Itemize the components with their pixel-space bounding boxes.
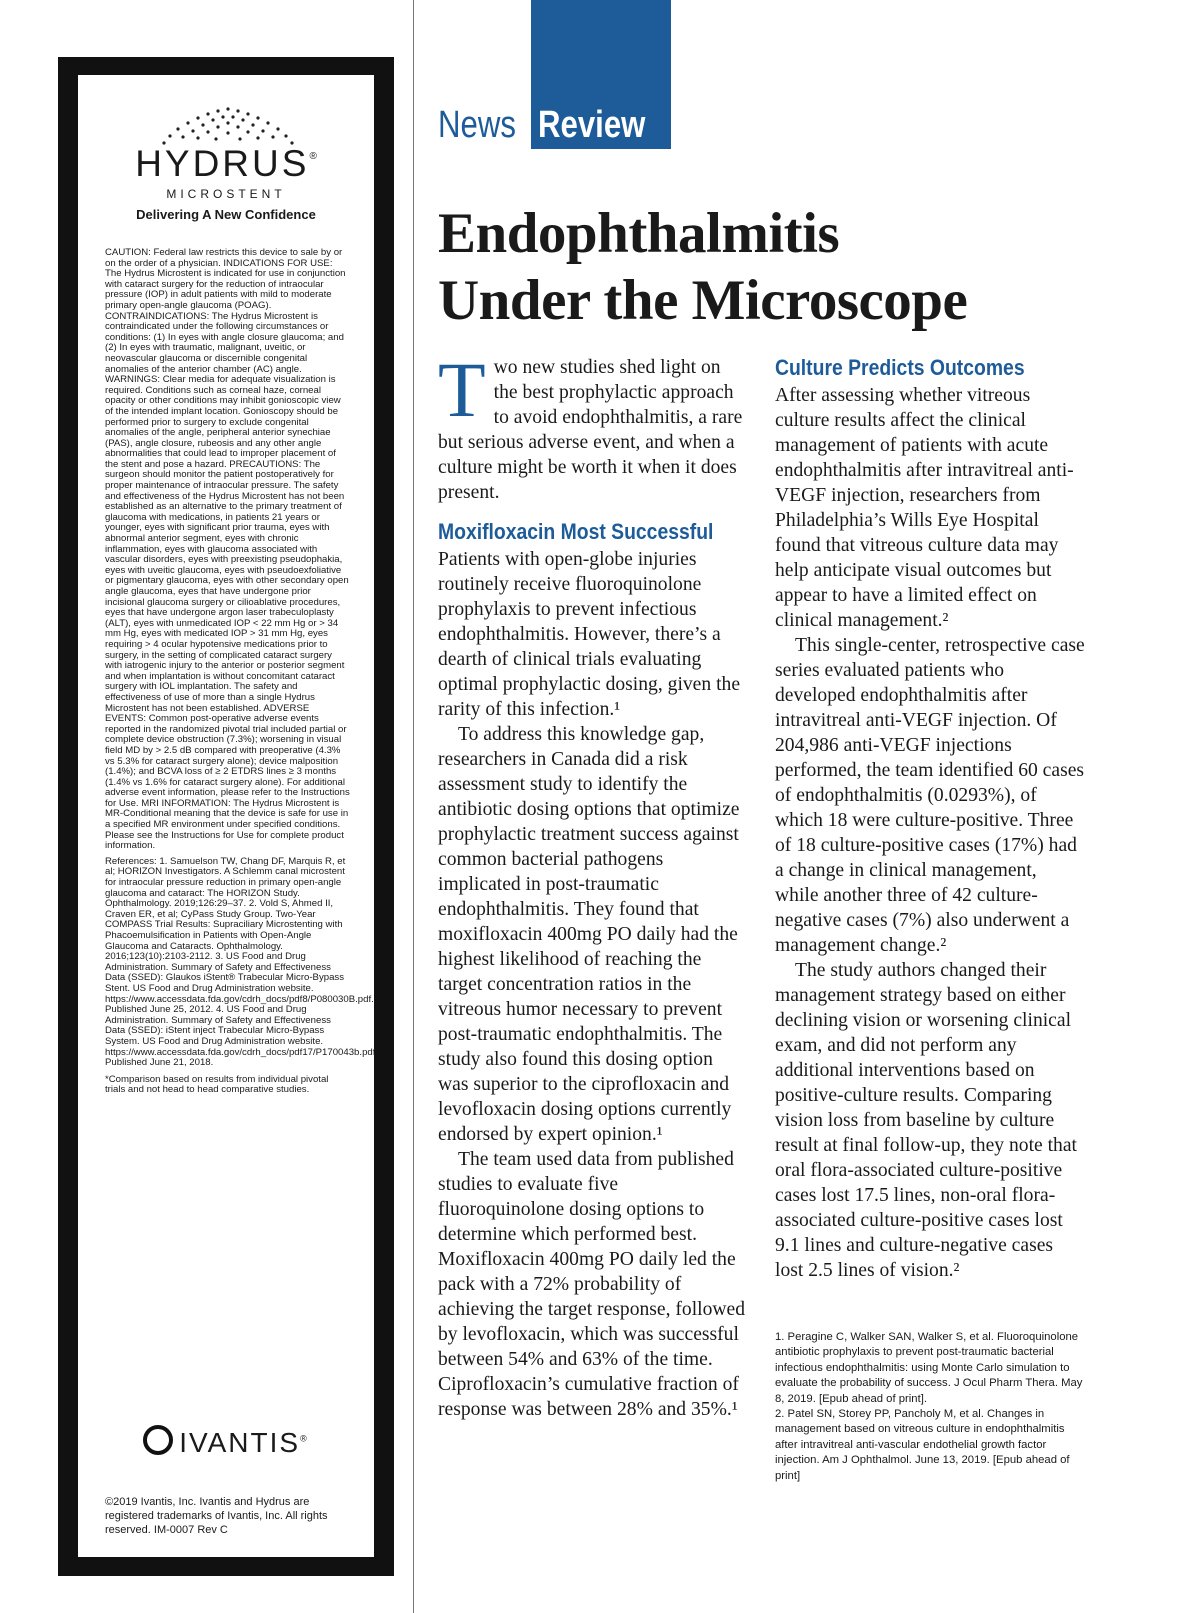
- article-column-1: [438, 346, 748, 1422]
- intro-paragraph: Two new studies shed light on the best prophylactic approach to avoid endophthalmitis, a rare but serious adverse event, and when a culture might be worth it when it does present.: [438, 346, 743, 503]
- headline-line-1: Endophthalmitis: [438, 202, 840, 265]
- headline-line-2: Under the Microscope: [438, 269, 968, 332]
- ad-copyright: ©2019 Ivantis, Inc. Ivantis and Hydrus are registered trademarks of Ivantis, Inc. All rights reserved. IM-0007 Rev C: [105, 1496, 328, 1536]
- ad-references: References: 1. Samuelson TW, Chang DF, Marquis R, et al; HORIZON Investigators. A Schlemm canal microstent for intraocular pressure reduction in primary open-angle glaucoma and cataract: The HORIZON Study. Ophthalmology. 2019;126:29–37. 2. Vold S, Ahmed II, Craven ER, et al; CyPass Study Group. Two-Year COMPASS Trial Results: Supraciliary Microstenting with Phacoemulsification in Patients with Open-Angle Glaucoma and Cataracts. Ophthalmology. 2016;123(10):2103-2112. 3. US Food and Drug Administration. Summary of Safety and Effectiveness Data (SSED): Glaukos iStent® Trabecular Micro-Bypass Stent. US Food and Drug Administration website. https://www.accessdata.fda.gov/cdrh_docs/pdf8/P080030B.pdf. Published June 25, 2012. 4. US Food and Drug Administration. Summary of Safety and Effectiveness Data (SSED): iStent inject Trabecular Micro-Bypass System. US Food and Drug Administration website. https://www.accessdata.fda.gov/cdrh_docs/pdf17/P170043b.pdf. Published June 21, 2018.: [105, 855, 379, 1069]
- body-paragraph: This single-center, retrospective case series evaluated patients who developed endophthalmitis after intravitreal anti-VEGF injection. Of 204,986 anti-VEGF injections performed, the team identified 60 cases of endophthalmitis (0.0293%), of which 18 were culture-positive. Three of 18 culture-positive cases (17%) had a change in clinical management, while another three of 42 culture-negative cases (7%) also underwent a management change.²: [775, 635, 1085, 956]
- subhead-moxifloxacin: Moxifloxacin Most Successful: [438, 519, 714, 544]
- body-paragraph: After assessing whether vitreous culture results affect the clinical management of patients with acute endophthalmitis after intravitreal anti-VEGF injection, researchers from Philadelphia’s Wills Eye Hospital found that vitreous culture data may help anticipate visual outcomes but appear to have a limited effect on clinical management.²: [775, 385, 1074, 631]
- hydrus-logo: HYDRUS®: [135, 143, 317, 184]
- body-paragraph: Patients with open-globe injuries routinely receive fluoroquinolone prophylaxis to prevent infectious endophthalmitis. However, there’s a dearth of clinical trials evaluating optimal prophylactic dosing, given the rarity of this infection.¹: [438, 549, 741, 720]
- ad-panel: [78, 75, 379, 1557]
- comparison-note: *Comparison based on results from individual pivotal trials and not head to head comparative studies.: [105, 1073, 329, 1096]
- section-label-review: Review: [538, 104, 646, 146]
- hydrus-advertisement: [58, 57, 394, 1576]
- ivantis-ring-icon: [143, 1425, 173, 1455]
- article-headline: [438, 200, 1138, 334]
- ad-tagline: Delivering A New Confidence: [136, 207, 316, 222]
- body-paragraph: The team used data from published studies to evaluate five fluoroquinolone dosing options to determine which performed best. Moxifloxacin 400mg PO daily led the pack with a 72% probability of achieving the target response, followed by levofloxacin, which was successful between 54% and 63% of the time. Ciprofloxacin’s cumulative fraction of response was between 28% and 35%.¹: [438, 1149, 746, 1420]
- footnote-1: 1. Peragine C, Walker SAN, Walker S, et al. Fluoroquinolone antibiotic prophylaxis to prevent post-traumatic bacterial infectious endophthalmitis: using Monte Carlo simulation to evaluate the probability of success. J Ocul Pharm Thera. May 8, 2019. [Epub ahead of print].: [775, 1331, 1083, 1405]
- microstent-label: MICROSTENT: [166, 187, 286, 201]
- footnote-2: 2. Patel SN, Storey PP, Pancholy M, et al. Changes in management based on vitreous culture in endophthalmitis after intravitreal anti-vascular endothelial growth factor injection. Am J Ophthalmol. June 13, 2019. [Epub ahead of print]: [775, 1408, 1070, 1482]
- ivantis-logo: IVANTIS®: [78, 1425, 374, 1459]
- body-paragraph: To address this knowledge gap, researchers in Canada did a risk assessment study to identify the antibiotic dosing options that optimize prophylactic treatment success against common bacterial pathogens implicated in post-traumatic endophthalmitis. They found that moxifloxacin 400mg PO daily had the highest likelihood of reaching the target concentration ratios in the vitreous humor necessary to prevent post-traumatic endophthalmitis. The study also found this dosing option was superior to the ciprofloxacin and levofloxacin dosing options currently endorsed by expert opinion.¹: [438, 724, 740, 1145]
- article-footnotes: [775, 1330, 1085, 1484]
- article-column-2: [775, 355, 1085, 1283]
- ad-fineprint: [105, 247, 379, 1096]
- subhead-culture: Culture Predicts Outcomes: [775, 355, 1025, 380]
- drop-cap: T: [438, 346, 486, 433]
- section-label-news: News: [438, 104, 516, 146]
- safety-information: CAUTION: Federal law restricts this device to sale by or on the order of a physician. INDICATIONS FOR USE: The Hydrus Microstent is indicated for use in conjunction with cataract surgery for the reduction of intraocular pressure (IOP) in adult patients with mild to moderate primary open-angle glaucoma (POAG). CONTRAINDICATIONS: The Hydrus Microstent is contraindicated under the following circumstances or conditions: (1) In eyes with angle closure glaucoma; and (2) In eyes with traumatic, malignant, uveitic, or neovascular glaucoma or discernible congenital anomalies of the anterior chamber (AC) angle. WARNINGS: Clear media for adequate visualization is required. Conditions such as corneal haze, corneal opacity or other conditions may inhibit gonioscopic view of the intended implant location. Gonioscopy should be performed prior to surgery to exclude congenital anomalies of the angle, peripheral anterior synechiae (PAS), angle closure, rubeosis and any other angle abnormalities that could lead to improper placement of the stent and pose a hazard. PRECAUTIONS: The surgeon should monitor the patient postoperatively for proper maintenance of intraocular pressure. The safety and effectiveness of the Hydrus Microstent has not been established as an alternative to the primary treatment of glaucoma with medications, in patients 21 years or younger, eyes with significant prior trauma, eyes with abnormal anterior segment, eyes with chronic inflammation, eyes with glaucoma associated with vascular disorders, eyes with preexisting pseudophakia, eyes with uveitic glaucoma, eyes with pseudoexfoliative or pigmentary glaucoma, eyes with other secondary open angle glaucoma, eyes that have undergone prior incisional glaucoma surgery or cilioablative procedures, eyes that have undergone argon laser trabeculoplasty (ALT), eyes with unmedicated IOP < 22 mm Hg or > 34 mm Hg, eyes with medicated IOP > 31 mm Hg, eyes requiring > 4 ocular hypotensive medications prior to surgery, in the setting of complicated cataract surgery with iatrogenic injury to the anterior or posterior segment and when implantation is without concomitant cataract surgery with IOL implantation. The safety and effectiveness of use of more than a single Hydrus Microstent has not been established. ADVERSE EVENTS: Common post-operative adverse events reported in the randomized pivotal trial included partial or complete device obstruction (7.3%); worsening in visual field MD by > 2.5 dB compared with preoperative (4.3% vs 5.3% for cataract surgery alone); device malposition (1.4%); and BCVA loss of ≥ 2 ETDRS lines ≥ 3 months (1.4% vs 1.6% for cataract surgery alone). For additional adverse event information, please refer to the Instructions for Use. MRI INFORMATION: The Hydrus Microstent is MR-Conditional meaning that the device is safe for use in a specified MR environment under specified conditions. Please see the Instructions for Use for complete product information.: [105, 247, 350, 852]
- column-divider: [413, 0, 414, 1613]
- body-paragraph: The study authors changed their management strategy based on either declining vision or worsening clinical exam, and did not perform any additional interventions based on positive-culture results. Comparing vision loss from baseline by culture result at final follow-up, they note that oral flora-associated culture-positive cases lost 17.5 lines, non-oral flora-associated culture-positive cases lost 9.1 lines and culture-negative cases lost 2.5 lines of vision.²: [775, 960, 1077, 1281]
